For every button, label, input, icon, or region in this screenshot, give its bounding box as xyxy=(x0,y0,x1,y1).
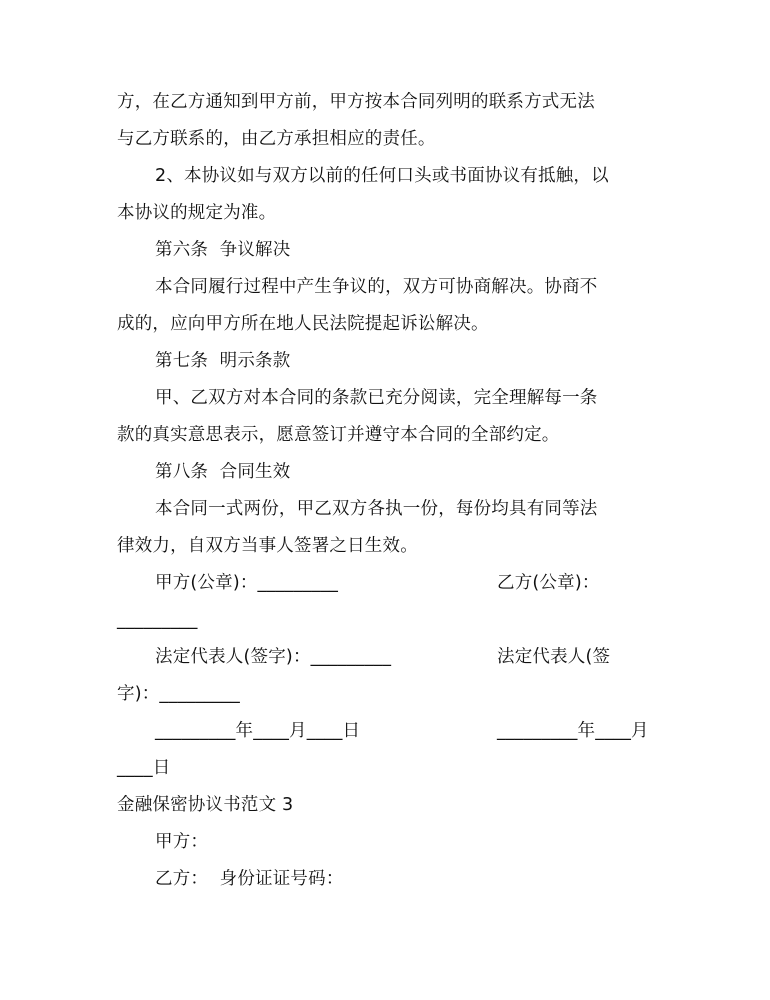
rep-a-signature-field: 法定代表人(签字)：_________ xyxy=(155,647,392,667)
party-b-seal-field: 乙方(公章)： xyxy=(497,573,600,593)
document-title: 金融保密协议书范文 3 xyxy=(117,795,294,815)
rep-b-signature-field: 法定代表人(签 xyxy=(497,647,611,667)
party-a-label: 甲方： xyxy=(155,832,209,852)
date-a-field: _________年____月____日 xyxy=(155,721,361,741)
body-line: 与乙方联系的，由乙方承担相应的责任。 xyxy=(117,129,436,149)
body-line: 本协议的规定为准。 xyxy=(117,203,277,223)
party-b-label: 乙方： 身份证证号码： xyxy=(155,869,344,889)
body-line: 方，在乙方通知到甲方前，甲方按本合同列明的联系方式无法 xyxy=(117,92,595,112)
body-line: 甲、乙双方对本合同的条款已充分阅读，完全理解每一条 xyxy=(155,388,598,408)
body-line: 本合同履行过程中产生争议的，双方可协商解决。协商不 xyxy=(155,277,598,297)
body-line: 成的，应向甲方所在地人民法院提起诉讼解决。 xyxy=(117,314,489,334)
date-b-blank: ____日 xyxy=(117,758,171,778)
section-heading: 第七条 明示条款 xyxy=(155,351,291,371)
party-b-seal-blank: _________ xyxy=(117,610,198,630)
section-heading: 第八条 合同生效 xyxy=(155,462,291,482)
rep-b-signature-blank: 字)：_________ xyxy=(117,684,240,704)
body-line: 款的真实意思表示，愿意签订并遵守本合同的全部约定。 xyxy=(117,425,560,445)
section-heading: 第六条 争议解决 xyxy=(155,240,291,260)
date-b-field: _________年____月 xyxy=(497,721,649,741)
body-line: 律效力，自双方当事人签署之日生效。 xyxy=(117,536,418,556)
party-a-seal-field: 甲方(公章)：_________ xyxy=(155,573,339,593)
body-line: 2、本协议如与双方以前的任何口头或书面协议有抵触，以 xyxy=(155,166,609,186)
body-line: 本合同一式两份，甲乙双方各执一份，每份均具有同等法 xyxy=(155,499,598,519)
